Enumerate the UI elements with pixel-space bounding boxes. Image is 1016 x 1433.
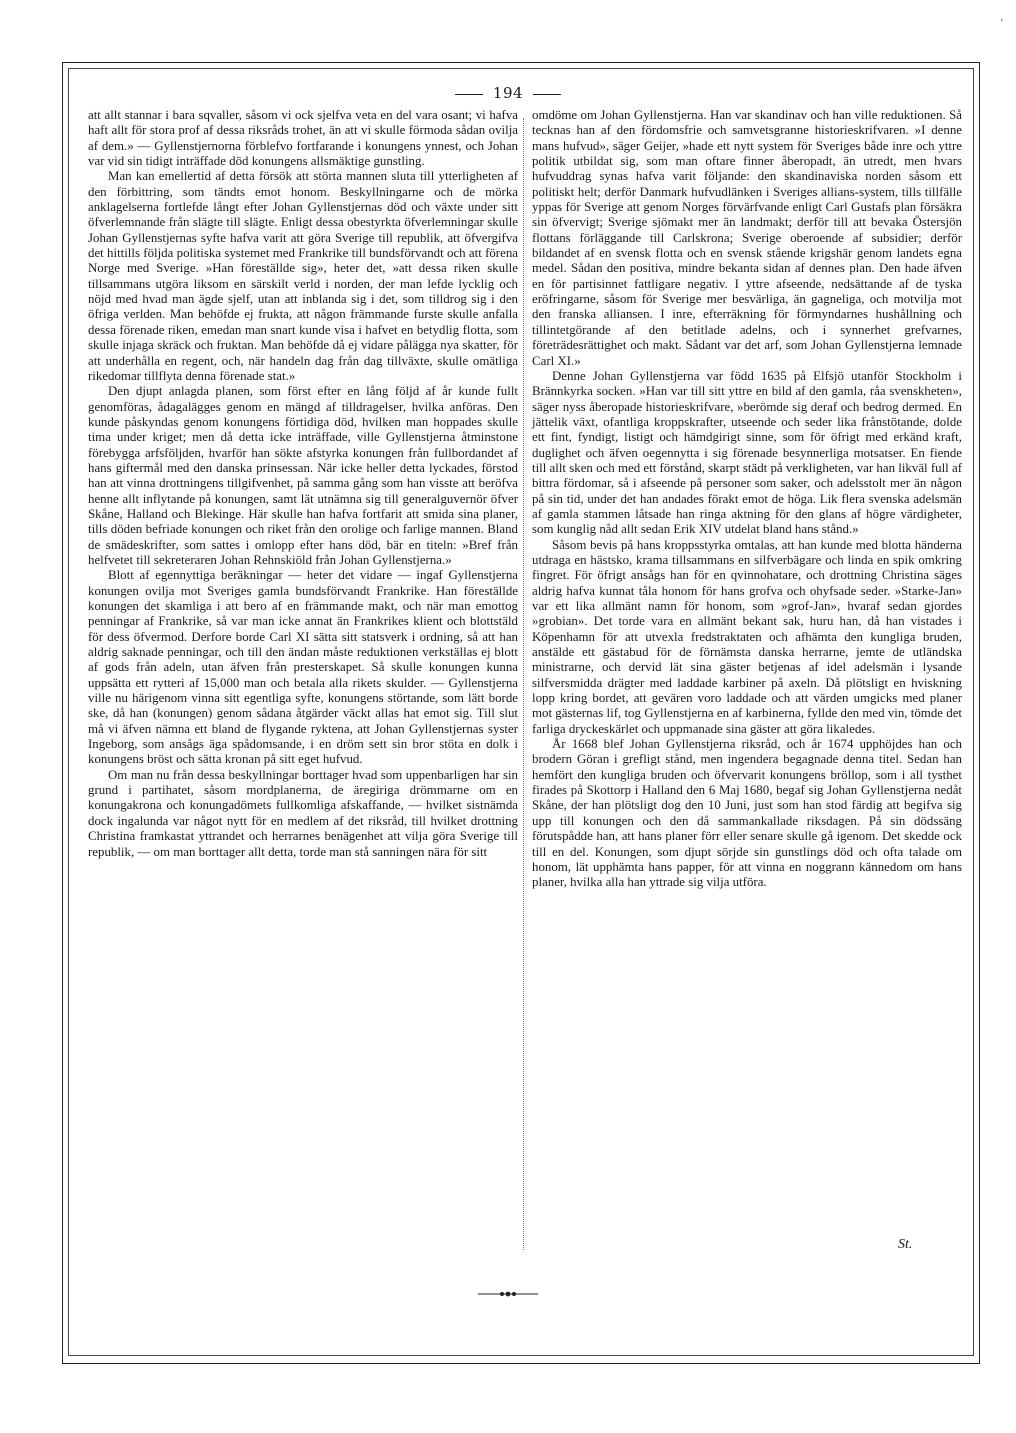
column-divider: [523, 118, 524, 1250]
left-column: [88, 108, 518, 860]
paragraph: År 1668 blef Johan Gyllenstjerna riksråd, och år 1674 upphöjdes han och brodern Göran i grefligt stånd, men ingendera begagnade denna titel. Sedan han hemfört den kungliga bruden och öfvervarit konungens bröllop, som i all tysthet firades på Skottorp i Halland den 6 Maj 1680, begaf sig Johan Gyllenstjerna nedåt Skåne, der han plötsligt dog den 10 Juni, just som han stod färdig att begifva sig upp till konungen och den då sammankallade riksdagen. På sin dödssäng förutspådde han, att hans planer förr eller senare skulle gå igenom. Det skedde ock till en del. Konungen, som djupt sörjde sin gunstlings död och ofta talade om honom, lät upphämta hans papper, för att vinna en noggrann kännedom om hans planer, hvilka alla han yttrade sig vilja utföra.: [532, 737, 962, 890]
page-number: [0, 84, 1016, 102]
paragraph: Den djupt anlagda planen, som först efter en lång följd af år kunde fullt genomföras, ådagalägges genom en mängd af tilldragelser, hvilka anföras. Den kunde påskyndas genom konungens förtidiga död, hvilken man hoppades skulle tima under kriget; men då detta icke inträffade, ville Gyllenstjerna åtminstone förebygga arfsföljden, hvarför han sökte afstyrka konungen från fullbordandet af hans giftermål med den danska prinsessan. När icke heller detta lyckades, förstod han att vinna drottningens tillgifvenhet, på samma gång som han visste att beröfva henne allt inflytande på konungen, samt lät utnämna sig till generalguvernör öfver Skåne, Halland och Blekinge. Här skulle han hafva fortfarit att smida sina planer, tills döden befriade konungen och riket från den orolige och farlige mannen. Bland de smädeskrifter, som sattes i omlopp efter hans död, bär en titeln: »Bref från helfvetet till sekreteraren Johan Rehnskiöld från Johan Gyllenstjerna.»: [88, 384, 518, 567]
paragraph: Om man nu från dessa beskyllningar borttager hvad som uppenbarligen har sin grund i partihatet, såsom mordplanerna, de äregiriga drömmarne om en konungakrona och konungadömets fullkomliga afskaffande, — hvilket sistnämda dock ingalunda var något nytt för en medlem af det riksråd, till hvilket drottning Christina framkastat yttrandet och herrarnes benägenhet att vilja göra Sverige till republik, — om man borttager allt detta, torde man stå sanningen nära för sitt: [88, 767, 518, 859]
paragraph: Blott af egennyttiga beräkningar — heter det vidare — ingaf Gyllenstjerna konungen ovilja mot Sveriges gamla bundsförvandt Frankrike. Han föreställde konungen det skamliga i att bero af en främmande makt, och när man emottog penningar af Frankrike, så var man icke annat än Frankrikes klient och blottstäld för dess öfvermod. Derfore borde Carl XI sätta sitt statsverk i ordning, så att han aldrig saknade penningar, och till den ändan måste reduktionen verkställas ej blott af gods från adeln, utan äfven från presterskapet. Så skulle konungen kunna uppsätta ett rytteri af 15,000 man och betala alla rikets skulder. — Gyllenstjerna ville nu härigenom vinna sitt egentliga syfte, konungens störtande, som lätt borde ske, då han (konungen) genom sådana åtgärder väckt allas hat emot sig. Till slut må vi äfven nämna ett bland de flygande ryktena, att Johan Gyllenstjernas syster Ingeborg, som ansågs äga spådomsande, i en dröm sett sin bror stöta en dolk i konungens bröst och sätta kronan på sitt eget hufvud.: [88, 568, 518, 767]
page-number-dash-left: [455, 94, 483, 95]
paragraph: Såsom bevis på hans kroppsstyrka omtalas, att han kunde med blotta händerna utdraga en hästsko, krama tillsammans en silfverbägare och linda en spik omkring fingret. För öfrigt ansågs han för en qvinnohatare, och drottning Christina säges aldrig hafva kunnat tåla honom för hans grofva och ohyfsade seder. »Starke-Jan» var ett lika allmänt namn för honom, som »grof-Jan», hvaraf sedan gjordes »grobian». Det torde vara en allmänt bekant sak, huru han, då han vistades i Köpenhamn för att utvexla fredstraktaten och afhämta den kungliga bruden, anstälde ett gästabud för de förnämsta danska herrarne, jemte de utländska ministrarne, och dervid lät sina gäster betjenas af idel adelsmän i lysande silfversmidda drägter med laddade karbiner på axeln. Då plötsligt en hviskning lopp kring bordet, att gevären voro laddade och att värden umgicks med planer mot gästernas lif, tog Gyllenstjerna en af karbinerna, fyllde den med vin, tömde det farliga dryckeskärlet och uppmanade sina gäster att göra likaledes.: [532, 537, 962, 736]
page-number-text: 194: [492, 84, 524, 102]
corner-mark: ‘: [1000, 18, 1004, 29]
paragraph: att allt stannar i bara sqvaller, såsom vi ock sjelfva veta en del vara osant; vi hafva haft allt för stora prof af dessa riksråds trohet, än att vi skulle förmoda sådan ovilja af dem.» — Gyllenstjernorna förblefvo fortfarande i konungens ynnest, och Johan var vid sin tidigt inträffade död konungens allsmäktige gunstling.: [88, 108, 518, 169]
author-signature: St.: [898, 1237, 913, 1252]
end-ornament: [478, 1291, 538, 1297]
right-column: [532, 108, 962, 891]
page-number-dash-right: [533, 94, 561, 95]
paragraph: omdöme om Johan Gyllenstjerna. Han var skandinav och han ville reduktionen. Så tecknas han af den fördomsfrie och samvetsgranne historieskrifvaren. »I denne mans hufvud», säger Geijer, »hade ett nytt system för Sveriges både inre och yttre politik utbildat sig, som man oftare finner åberopadt, än utredt, men hvars hufvuddrag synas hafva varit följande: den skandinaviska norden såsom ett politiskt helt; derför Danmark hufvudlänken i Sveriges allians-system, tills tillfälle yppas för Sverige att genom Norges förvärfvande enligt Carl Gustafs plan försäkra sin öfvervigt; Sverige sjömakt mer än landmakt; derför till att bevaka Östersjön flottans förläggande till Carlskrona; Sverige oberoende af subsidier; derför bildandet af en svensk flotta och en svensk stående krigshär genom landets egna medel. Sådan den positiva, mindre bekanta sidan af dennes plan. Den hade äfven en för partisinnet fattligare negativ. I yttre afseende, nedsättande af de tyska eröfringarne, såsom för Sverige mer besvärliga, än gagneliga, och motvilja mot den franska alliansen. I inre, efterräkning för förmyndarnes hushållning och tillintetgörande af den betitlade adelns, och i synnerhet grefvarnes, företrädesrättighet och makt. Sådant var det arf, som Johan Gyllenstjerna lemnade Carl XI.»: [532, 108, 962, 368]
paragraph: Man kan emellertid af detta försök att störta mannen sluta till ytterligheten af den förbittring, som tändts emot honom. Beskyllningarne och de mörka anklagelserna fortlefde långt efter Johan Gyllenstjernas död och växte under sitt öfverlemnande från slägte till slägte. Enligt dessa obestyrkta öfverlemningar skulle Johan Gyllenstjernas syfte hafva varit att göra Sverige till republik, att öfvergifva det hittills följda politiska systemet med Frankrike till bundsförvandt och att förena Norge med Sverige. »Han föreställde sig», heter det, »att dessa riken skulle tillsammans utgöra liksom en särskilt verld i norden, der man lefde lycklig och nöjd med hvad man ägde sjelf, utan att inblanda sig i det, som tilldrog sig i den öfriga verlden. Man behöfde ej frukta, att någon främmande furste skulle anfalla dessa förenade riken, emedan man snart kunde visa i hafvet en betydlig flotta, som skulle injaga skräck och fruktan. Man behöfde då ej vidare pålägga nya skatter, för att underhålla en regent, och, när handeln dag från dag tillväxte, skulle omätliga rikedomar tillflyta denna förenade stat.»: [88, 169, 518, 383]
paragraph: Denne Johan Gyllenstjerna var född 1635 på Elfsjö utanför Stockholm i Brännkyrka socken. »Han var till sitt yttre en bild af den gamla, råa svenskheten», säger nyss åberopade historieskrifvare, »berömde sig deraf och bedrog dermed. En jättelik växt, ofantliga kroppskrafter, utseende och seder lika frånstötande, dolde ett fint, fyndigt, listigt och hämdgirigt sinne, som för öfrigt med erkänd kraft, duglighet och äfven oegennytta i sig förenade besynnerliga motsatser. En fiende till allt sken och med ett förstånd, skarpt städt på verkligheten, var han likväl full af bittra fördomar, så i afseende på personer som saker, och adelsstolt mer än någon på sin tid, under det han andades förakt emot de höga. Lik flera svenska adelsmän af gamla stammen låtsade han ringa aktning för den glans af högre värdigheter, som kunglig nåd allt sedan Erik XIV utdelat bland hans stånd.»: [532, 368, 962, 537]
